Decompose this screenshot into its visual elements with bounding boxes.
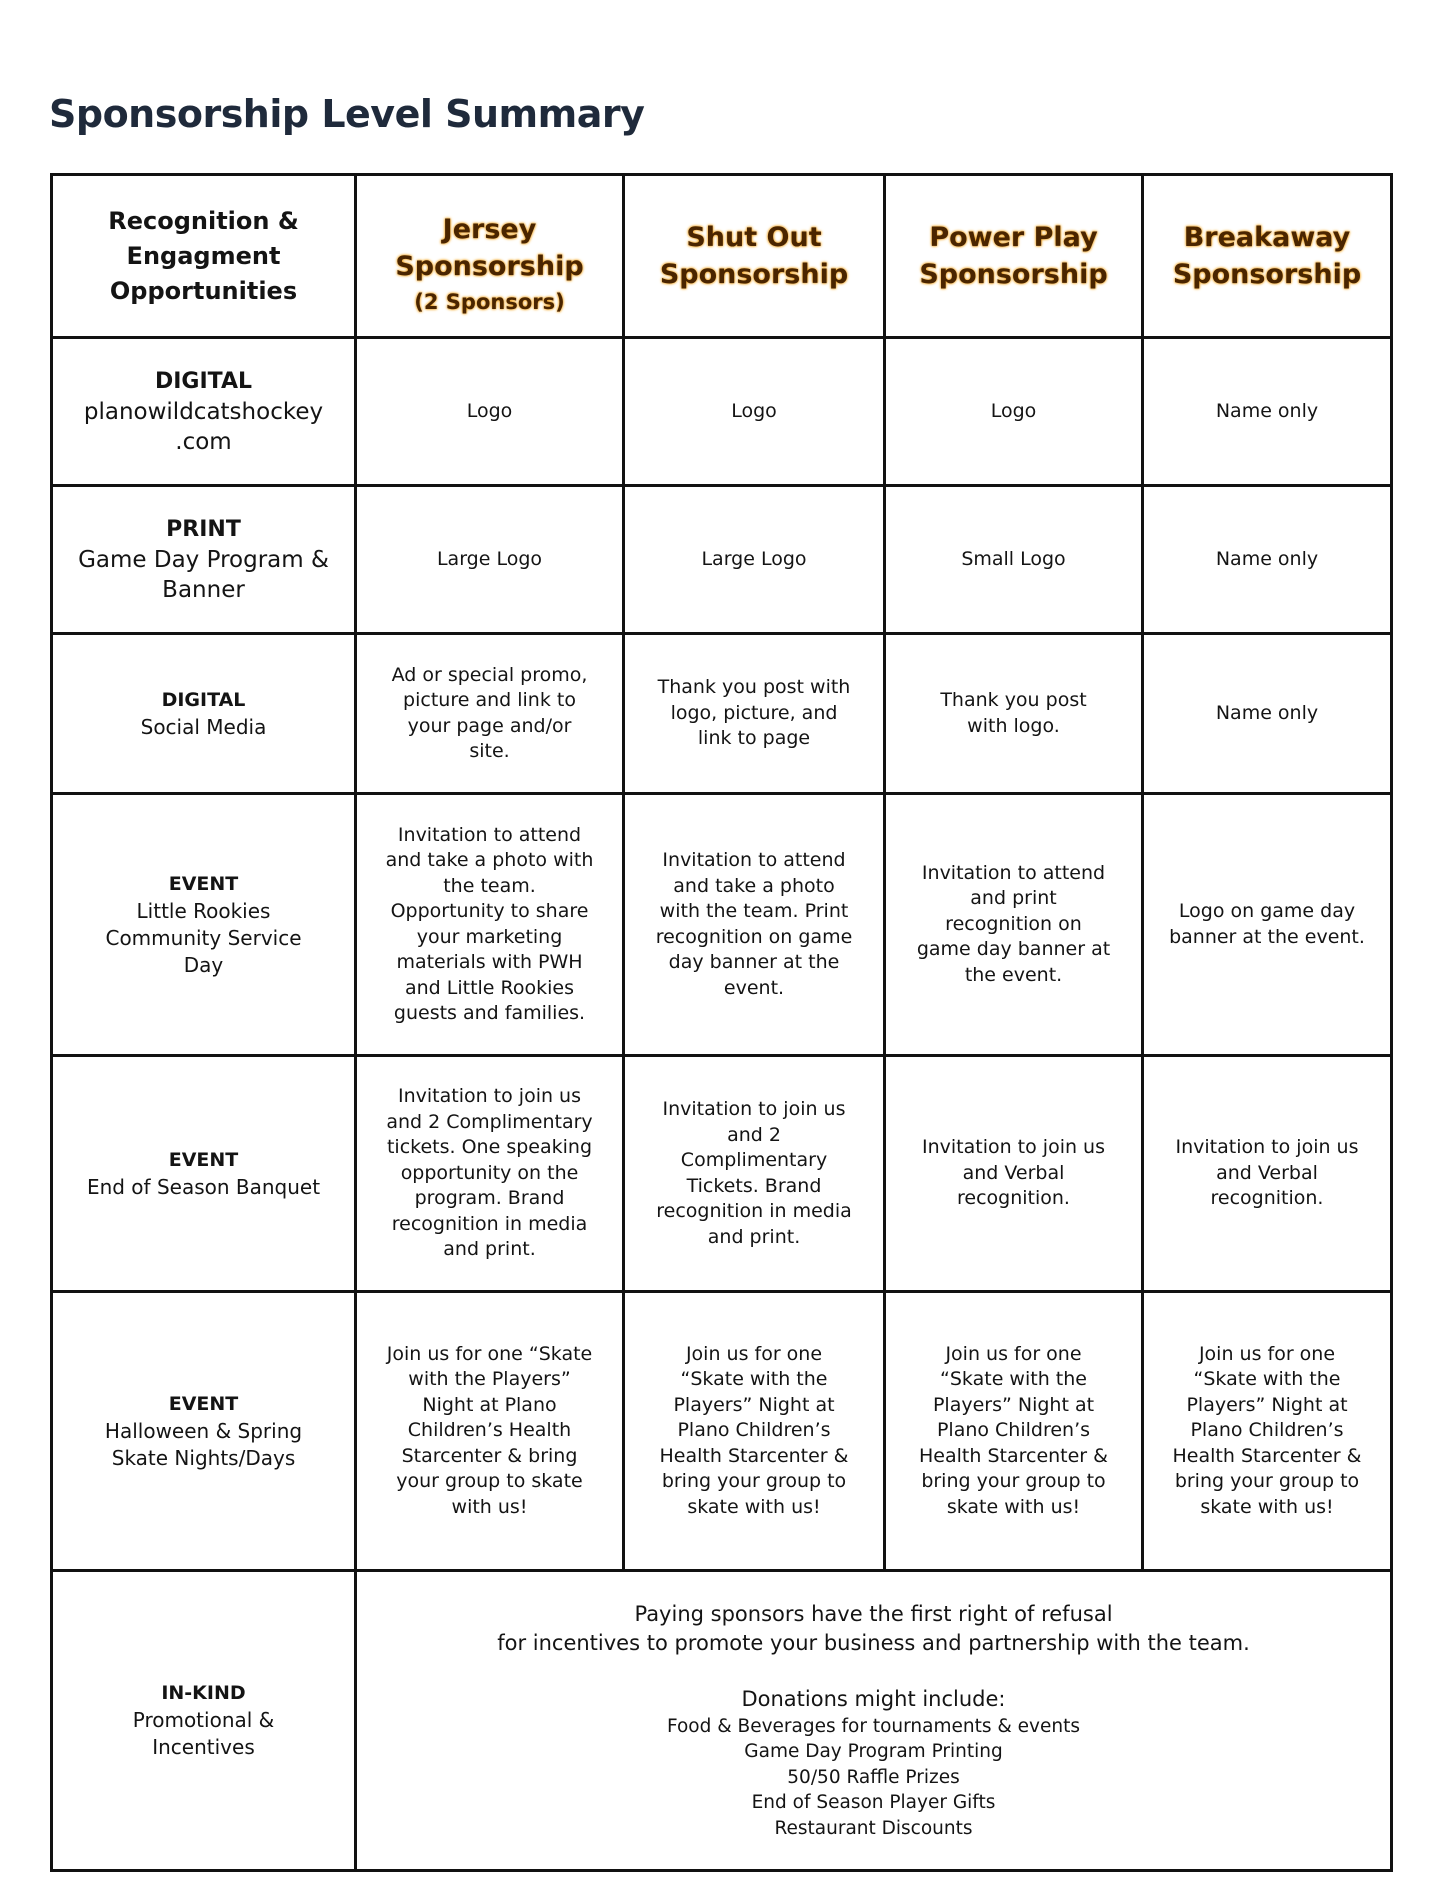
category-subtitle: Little Rookies <box>136 898 271 923</box>
category-heading: PRINT <box>166 516 241 542</box>
category-subtitle: .com <box>175 428 232 455</box>
in-kind-details <box>356 1571 1392 1871</box>
tier-note: (2 Sponsors) <box>414 290 565 314</box>
category-subtitle: Day <box>183 952 224 977</box>
donation-item: Restaurant Discounts <box>774 1817 973 1839</box>
category-heading: IN-KIND <box>161 1682 246 1704</box>
benefit-cell: Join us for one “Skate with the Players” Night at Plano Children’s Health Starcenter & bring your group to skate with us! <box>1143 1292 1392 1571</box>
tier-name: Power Play Sponsorship <box>919 222 1108 290</box>
category-subtitle: End of Season Banquet <box>86 1174 321 1199</box>
category-subtitle: Social Media <box>140 714 267 739</box>
category-subtitle: Halloween & Spring <box>104 1418 303 1443</box>
benefit-cell: Join us for one “Skate with the Players” Night at Plano Children’s Health Starcenter & bring your group to skate with us! <box>356 1292 624 1571</box>
benefit-cell: Logo on game day banner at the event. <box>1143 794 1392 1056</box>
category-heading: EVENT <box>168 1148 239 1171</box>
category-heading: DIGITAL <box>161 688 246 711</box>
header-tier-power-play <box>885 175 1143 338</box>
category-cell <box>52 486 356 634</box>
category-subtitle: Game Day Program & <box>78 546 329 573</box>
benefit-cell: Join us for one “Skate with the Players” Night at Plano Children’s Health Starcenter & bring your group to skate with us! <box>885 1292 1143 1571</box>
category-cell <box>52 794 356 1056</box>
category-subtitle: Banner <box>162 576 245 603</box>
donations-heading: Donations might include: <box>741 1686 1006 1711</box>
benefit-cell: Logo <box>356 338 624 486</box>
table-row-event-little-rookies <box>52 794 1392 1056</box>
category-heading: EVENT <box>168 872 239 895</box>
header-recognition-label: Recognition & Engagment Opportunities <box>108 206 299 305</box>
benefit-cell: Large Logo <box>356 486 624 634</box>
category-heading: EVENT <box>168 1392 239 1415</box>
category-subtitle: Skate Nights/Days <box>111 1445 296 1470</box>
table-row-event-banquet <box>52 1056 1392 1292</box>
spacer <box>373 1658 1374 1685</box>
in-kind-intro: Paying sponsors have the first right of refusal <box>634 1601 1113 1626</box>
donation-item: Food & Beverages for tournaments & events <box>666 1715 1081 1737</box>
benefit-cell: Invitation to join us and Verbal recognition. <box>1143 1056 1392 1292</box>
page-title: Sponsorship Level Summary <box>49 92 645 136</box>
donation-item: 50/50 Raffle Prizes <box>787 1766 960 1788</box>
benefit-cell: Invitation to join us and 2 Complimentary tickets. One speaking opportunity on the program. Brand recognition in media and print. <box>356 1056 624 1292</box>
header-recognition-cell <box>52 175 356 338</box>
header-tier-breakaway <box>1143 175 1392 338</box>
table-row-event-skate-nights <box>52 1292 1392 1571</box>
header-row <box>52 175 1392 338</box>
header-tier-shut-out <box>624 175 885 338</box>
benefit-cell: Thank you post with logo, picture, and link to page <box>624 634 885 794</box>
benefit-cell: Name only <box>1143 486 1392 634</box>
tier-name: Jersey Sponsorship <box>395 214 584 282</box>
table-row-digital-website <box>52 338 1392 486</box>
benefit-cell: Small Logo <box>885 486 1143 634</box>
category-subtitle: Promotional & <box>132 1708 275 1732</box>
benefit-cell: Thank you post with logo. <box>885 634 1143 794</box>
benefit-cell: Invitation to join us and Verbal recognition. <box>885 1056 1143 1292</box>
tier-name: Shut Out Sponsorship <box>659 222 849 290</box>
header-tier-jersey <box>356 175 624 338</box>
table-row-digital-social <box>52 634 1392 794</box>
category-cell <box>52 1056 356 1292</box>
in-kind-intro: for incentives to promote your business and partnership with the team. <box>497 1630 1250 1655</box>
benefit-cell: Invitation to attend and print recognition on game day banner at the event. <box>885 794 1143 1056</box>
donation-item: End of Season Player Gifts <box>751 1792 996 1814</box>
benefit-cell: Name only <box>1143 338 1392 486</box>
benefit-cell: Invitation to attend and take a photo with the team. Print recognition on game day banner at the event. <box>624 794 885 1056</box>
tier-name: Breakaway Sponsorship <box>1172 222 1362 290</box>
category-heading: DIGITAL <box>154 368 253 394</box>
donation-item: Game Day Program Printing <box>744 1741 1003 1763</box>
benefit-cell: Invitation to attend and take a photo with the team. Opportunity to share your marketing materials with PWH and Little Rookies guests and families. <box>356 794 624 1056</box>
table-row-print <box>52 486 1392 634</box>
category-subtitle: Incentives <box>152 1735 255 1759</box>
benefit-cell: Join us for one “Skate with the Players” Night at Plano Children’s Health Starcenter & bring your group to skate with us! <box>624 1292 885 1571</box>
benefit-cell: Logo <box>885 338 1143 486</box>
category-cell <box>52 1292 356 1571</box>
category-cell <box>52 634 356 794</box>
category-cell <box>52 338 356 486</box>
benefit-cell: Invitation to join us and 2 Complimentary Tickets. Brand recognition in media and print. <box>624 1056 885 1292</box>
sponsorship-table <box>50 173 1393 1872</box>
category-subtitle: planowildcatshockey <box>83 398 324 425</box>
category-cell <box>52 1571 356 1871</box>
category-subtitle: Community Service <box>105 925 302 950</box>
table-row-in-kind <box>52 1571 1392 1871</box>
benefit-cell: Ad or special promo, picture and link to your page and/or site. <box>356 634 624 794</box>
benefit-cell: Logo <box>624 338 885 486</box>
benefit-cell: Name only <box>1143 634 1392 794</box>
benefit-cell: Large Logo <box>624 486 885 634</box>
